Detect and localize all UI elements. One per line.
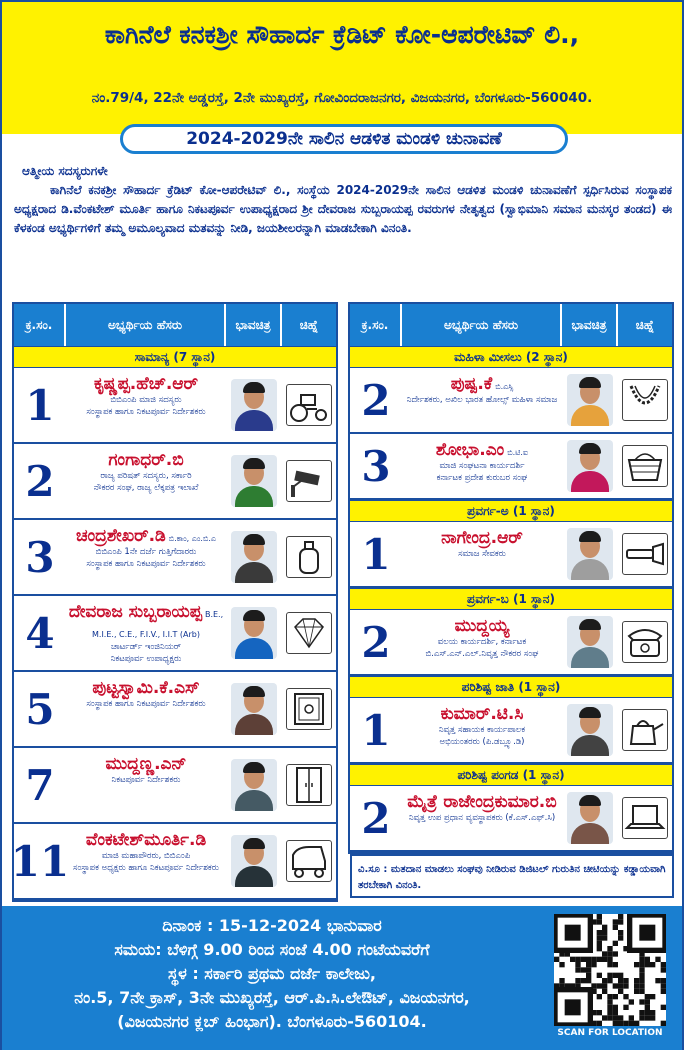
candidate-info (66, 824, 226, 898)
candidate-serial: 11 (10, 836, 70, 886)
voter-id-note: ವಿ.ಸೂ : ಮತದಾನ ಮಾಡಲು ಸಂಘವು ನೀಡಿರುವ ಡಿಜಿಟಲ್ ಗುರುತಿನ ಚೀಟಿಯನ್ನು ಕಡ್ಡಾಯವಾಗಿ ತರಬೇಕಾಗಿ ವಿನಂತಿ. (350, 854, 674, 898)
candidate-description: ಅಭಿಯಂತರರು (ಪಿ.ಡಬ್ಲ್ಯೂ.ಡಿ) (439, 737, 525, 747)
candidate-serial: 1 (25, 380, 55, 430)
safe-icon (286, 688, 332, 730)
kettle-icon (622, 709, 668, 751)
candidate-photo (231, 835, 277, 887)
candidate-row (10, 824, 336, 900)
candidate-serial: 2 (25, 456, 55, 506)
candidate-row (14, 520, 336, 596)
candidate-name: ಗಂಗಾಧರ್.ಬಿ (108, 450, 184, 470)
candidate-photo (231, 683, 277, 735)
candidate-photo (567, 528, 613, 580)
symbol-header: ಚಿಹ್ನೆ (635, 317, 655, 332)
candidate-description: ನಿಕಟಪೂರ್ವ ನಿರ್ದೇಶಕರು (111, 775, 181, 785)
footer (2, 906, 682, 1050)
general-candidates-table (12, 302, 338, 902)
candidate-description: ಸಂಸ್ಥಾಪಕ ಅಧ್ಯಕ್ಷರು ಹಾಗೂ ನಿಕಟಪೂರ್ವ ನಿರ್ದೇಶಕರು (73, 863, 219, 873)
almirah-icon (286, 764, 332, 806)
name-header: ಅಭ್ಯರ್ಥಿಯ ಹೆಸರು (402, 304, 562, 346)
candidate-serial: 3 (361, 441, 391, 491)
venue-address-2: (ವಿಜಯನಗರ ಕ್ಲಬ್ ಹಿಂಭಾಗ). ಬೆಂಗಳೂರು-560104. (117, 1012, 427, 1031)
candidate-name: ಶೋಭಾ.ಎಂ (435, 440, 505, 460)
candidate-row (350, 698, 672, 764)
section-bar: ಮಹಿಳಾ ಮೀಸಲು (2 ಸ್ಥಾನ) (350, 346, 672, 368)
candidate-info (402, 434, 562, 498)
candidate-photo (231, 607, 277, 659)
candidate-serial: 2 (361, 793, 391, 843)
candidate-name: ದೇವರಾಜ ಸುಬ್ಬರಾಯಪ್ಪ (68, 602, 202, 622)
candidate-name: ಮೈತ್ರೆ ರಾಜೇಂದ್ರಕುಮಾರ.ಬಿ (407, 792, 557, 812)
candidate-info (66, 672, 226, 746)
symbol-header: ಚಿಹ್ನೆ (299, 317, 319, 332)
candidate-row (350, 610, 672, 676)
candidate-info (66, 444, 226, 518)
candidate-description: ಸಂಸ್ಥಾಪಕ ಹಾಗೂ ನಿಕಟಪೂರ್ವ ನಿರ್ದೇಶಕರು (86, 407, 206, 417)
candidate-description: ನಿವೃತ್ತ ಸಹಾಯಕ ಕಾರ್ಯಪಾಲಕ (438, 725, 526, 735)
candidate-description: ವಲಯ ಕಾರ್ಯದರ್ಶಿ, ಕರ್ನಾಟಕ (437, 637, 527, 647)
diamond-icon (286, 612, 332, 654)
candidate-description: ನೌಕರರ ಸಂಘ, ರಾಜ್ಯ ಲೆಕ್ಕಪತ್ರ ಇಲಾಖೆ (93, 483, 199, 493)
photo-header: ಭಾವಚಿತ್ರ (226, 304, 282, 346)
candidate-name: ಮುದ್ದಣ್ಣ.ಎನ್ (105, 754, 187, 774)
candidate-description: ಬಿ.ಎಸ್.ಎನ್.ಎಲ್.ನಿವೃತ್ತ ನೌಕರರ ಸಂಘ (425, 649, 539, 659)
intro-body: ಕಾಗಿನೆಲೆ ಕನಕಶ್ರೀ ಸೌಹಾರ್ದ ಕ್ರೆಡಿಟ್ ಕೋ-ಆಪರೇಟಿವ್ ಲಿ., ಸಂಸ್ಥೆಯ 2024-2029ನೇ ಸಾಲಿನ ಆಡಳಿತ ಮಂಡಳಿ ಚುನಾವಣೆಗೆ ಸ್ಪರ್ಧಿಸಿರುವ ಸಂಸ್ಥಾಪಕ ಅಧ್ಯಕ್ಷರಾದ ಡಿ.ವೆಂಕಟೇಶ್ ಮೂರ್ತಿ ಹಾಗೂ ನಿಕಟಪೂರ್ವ ಉಪಾಧ್ಯಕ್ಷರಾದ ಶ್ರೀ ದೇವರಾಜ ಸುಬ್ಬರಾಯಪ್ಪ ರವರುಗಳ ನೇತೃತ್ವದ (ಸ್ವಾಭಿಮಾನಿ ಸಮಾನ ಮನಸ್ಕರ ತಂಡದ) ಈ ಕೆಳಕಂಡ ಅಭ್ಯರ್ಥಿಗಳಿಗೆ ತಮ್ಮ ಅಮೂಲ್ಯವಾದ ಮತವನ್ನು ನೀಡಿ, ಜಯಶೀಲರನ್ನಾಗಿ ಮಾಡಬೇಕಾಗಿ ವಿನಂತಿ. (14, 183, 672, 235)
candidate-row (14, 596, 336, 672)
candidate-row (350, 434, 672, 500)
candidate-row (350, 786, 672, 852)
candidate-serial: 3 (25, 532, 55, 582)
qr-label: SCAN FOR LOCATION (557, 1028, 663, 1038)
candidate-row (14, 444, 336, 520)
section-bar: ಪರಿಶಿಷ್ಟ ಪಂಗಡ (1 ಸ್ಥಾನ) (350, 764, 672, 786)
section-bar: ಪರಿಶಿಷ್ಟ ಜಾತಿ (1 ಸ್ಥಾನ) (350, 676, 672, 698)
section-bar: ಪ್ರವರ್ಗ-ಅ (1 ಸ್ಥಾನ) (350, 500, 672, 522)
candidate-qualification: ಬಿ.ಕಾಂ, ಎಂ.ಬಿ.ಎ (168, 534, 217, 543)
candidate-qualification: B.E., M.I.E., C.E., F.I.V., I.I.T (Arb) (92, 610, 224, 639)
gas-cylinder-icon (286, 536, 332, 578)
candidate-description: ಸಂಸ್ಥಾಪಕ ಹಾಗೂ ನಿಕಟಪೂರ್ವ ನಿರ್ದೇಶಕರು (86, 559, 206, 569)
candidate-info (402, 698, 562, 762)
section-general: ಸಾಮಾನ್ಯ (7 ಸ್ಥಾನ) (14, 346, 336, 368)
candidate-photo (567, 440, 613, 492)
venue: ಸ್ಥಳ : ಸರ್ಕಾರಿ ಪ್ರಥಮ ದರ್ಜೆ ಕಾಲೇಜು, (167, 964, 377, 983)
candidate-description: ಕರ್ನಾಟಕ ಪ್ರದೇಶ ಕುರುಬರ ಸಂಘ (436, 473, 528, 483)
candidate-description: ಸಮಾಜ ಸೇವಕರು (458, 549, 506, 559)
basket-icon (622, 445, 668, 487)
candidate-name: ಚಂದ್ರಶೇಖರ್.ಡಿ (75, 526, 166, 546)
candidate-row (14, 748, 336, 824)
organization-title: ಕಾಗಿನೆಲೆ ಕನಕಶ್ರೀ ಸೌಹಾರ್ದ ಕ್ರೆಡಿಟ್ ಕೋ-ಆಪರೇಟಿವ್ ಲಿ., (104, 20, 580, 49)
candidate-photo (567, 616, 613, 668)
candidate-description: ಬಿಬಿಎಂಪಿ 1ನೇ ದರ್ಜೆ ಗುತ್ತಿಗೆದಾರರು (95, 547, 197, 557)
candidate-photo (231, 455, 277, 507)
candidate-description: ರಾಜ್ಯ ಪರಿಷತ್ ಸದಸ್ಯರು, ಸರ್ಕಾರಿ (100, 471, 192, 481)
candidate-photo (231, 379, 277, 431)
candidate-description: ಬಿಬಿಎಂಪಿ ಮಾಜಿ ಸದಸ್ಯರು (110, 395, 182, 405)
candidate-qualification: ಬಿ.ಎಸ್ಸಿ (495, 382, 514, 391)
tractor-icon (286, 384, 332, 426)
candidate-photo (567, 704, 613, 756)
candidate-serial: 5 (25, 684, 55, 734)
serial-header: ಕ್ರ.ಸಂ. (350, 304, 402, 346)
laptop-icon (622, 797, 668, 839)
greeting: ಆತ್ಮೀಯ ಸದಸ್ಯರುಗಳೇ (22, 164, 108, 178)
election-time: ಸಮಯ: ಬೆಳಿಗ್ಗೆ 9.00 ರಿಂದ ಸಂಜೆ 4.00 ಗಂಟೆಯವರೆಗೆ (114, 940, 430, 959)
candidate-description: ಮಾಜಿ ಸಂಘಟನಾ ಕಾರ್ಯದರ್ಶಿ (439, 461, 525, 471)
candidate-name: ಪುಷ್ಪ.ಕೆ (450, 374, 493, 394)
intro-text (14, 162, 672, 238)
candidate-row (350, 368, 672, 434)
candidate-info (66, 520, 226, 594)
candidate-serial: 4 (25, 608, 55, 658)
reserved-candidates-table (348, 302, 674, 902)
candidate-description: ನಿಕಟಪೂರ್ವ ಉಪಾಧ್ಯಕ್ಷರು (110, 654, 182, 664)
photo-header: ಭಾವಚಿತ್ರ (562, 304, 618, 346)
organization-address: ನಂ.79/4, 22ನೇ ಅಡ್ಡರಸ್ತೆ, 2ನೇ ಮುಖ್ಯರಸ್ತೆ, ಗೋವಿಂದರಾಜನಗರ, ವಿಜಯನಗರ, ಬೆಂಗಳೂರು-560040. (91, 90, 593, 106)
candidate-serial: 1 (361, 529, 391, 579)
candidate-info (402, 368, 562, 432)
location-qr-code[interactable] (554, 914, 666, 1026)
election-banner: 2024-2029ನೇ ಸಾಲಿನ ಆಡಳಿತ ಮಂಡಳಿ ಚುನಾವಣೆ (120, 124, 568, 154)
section-bar: ಪ್ರವರ್ಗ-ಬ (1 ಸ್ಥಾನ) (350, 588, 672, 610)
candidate-name: ಕೃಷ್ಣಪ್ಪ.ಹೆಚ್.ಆರ್ (93, 374, 199, 394)
torch-icon (622, 533, 668, 575)
header (2, 2, 682, 134)
candidate-info (66, 596, 226, 670)
candidate-name: ವೆಂಕಟೇಶ್‌ಮೂರ್ತಿ.ಡಿ (85, 830, 207, 850)
candidate-row (350, 522, 672, 588)
candidate-description: ಮಾಜಿ ಮಹಾಪೌರರು, ಬಿಬಿಎಂಪಿ (101, 851, 191, 861)
candidate-serial: 2 (361, 617, 391, 667)
candidate-info (66, 368, 226, 442)
candidate-info (402, 522, 562, 586)
candidate-description: ಚಾರ್ಟರ್ಡ್ ಇಂಜಿನಿಯರ್ (110, 642, 182, 652)
serial-header: ಕ್ರ.ಸಂ. (14, 304, 66, 346)
candidate-row (14, 368, 336, 444)
candidate-info (402, 786, 562, 850)
candidate-name: ಮುದ್ದಯ್ಯ (454, 616, 510, 636)
telephone-icon (622, 621, 668, 663)
candidate-photo (231, 759, 277, 811)
candidate-name: ಪುಟ್ಟಸ್ವಾಮಿ.ಕೆ.ಎಸ್ (92, 678, 200, 698)
candidate-info (402, 610, 562, 674)
table-header (14, 304, 336, 346)
candidate-serial: 7 (25, 760, 55, 810)
candidate-row (14, 672, 336, 748)
candidate-name: ನಾಗೇಂದ್ರ.ಆರ್ (441, 528, 523, 548)
candidate-description: ನಿರ್ದೇಶಕರು, ಅಖಿಲ ಭಾರತ ಹೋಲ್ಸ್‌ ಮಹಿಳಾ ಸಮಾಜ (406, 395, 558, 405)
venue-address-1: ನಂ.5, 7ನೇ ಕ್ರಾಸ್, 3ನೇ ಮುಖ್ಯರಸ್ತೆ, ಆರ್.ಪಿ.ಸಿ.ಲೇಔಟ್, ವಿಜಯನಗರ, (74, 988, 470, 1007)
election-date: ದಿನಾಂಕ : 15-12-2024 ಭಾನುವಾರ (162, 916, 382, 935)
candidate-qualification: ಬಿ.ಟಿ.ಐ (507, 448, 529, 457)
candidate-description: ಸಂಸ್ಥಾಪಕ ಹಾಗೂ ನಿಕಟಪೂರ್ವ ನಿರ್ದೇಶಕರು (86, 699, 206, 709)
candidate-serial: 2 (361, 375, 391, 425)
candidate-name: ಕುಮಾರ್.ಟಿ.ಸಿ (440, 704, 524, 724)
candidate-photo (231, 531, 277, 583)
name-header: ಅಭ್ಯರ್ಥಿಯ ಹೆಸರು (66, 304, 226, 346)
candidate-photo (567, 792, 613, 844)
cctv-camera-icon (286, 460, 332, 502)
table-header (350, 304, 672, 346)
necklace-icon (622, 379, 668, 421)
candidate-photo (567, 374, 613, 426)
candidate-info (66, 748, 226, 822)
candidate-description: ನಿವೃತ್ತ ಉಪ ಪ್ರಧಾನ ವ್ಯವಸ್ಥಾಪಕರು (ಕೆ.ಎಸ್.ಎಫ್.ಸಿ) (408, 813, 556, 823)
auto-rickshaw-icon (286, 840, 332, 882)
candidate-serial: 1 (361, 705, 391, 755)
